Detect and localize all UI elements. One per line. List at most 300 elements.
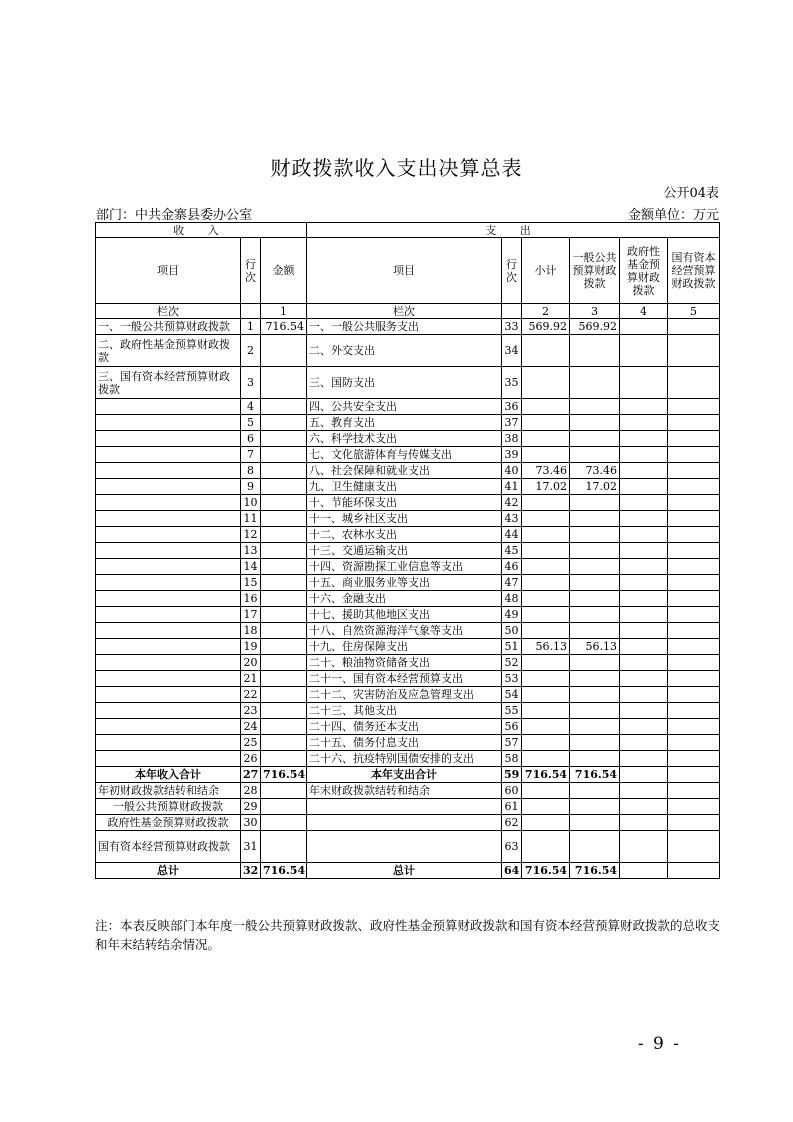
income-amount — [261, 607, 307, 623]
expense-item: 二十一、国有资本经营预算支出 — [307, 671, 502, 687]
subtotal-value — [522, 543, 570, 559]
row-number: 59 — [502, 767, 522, 783]
row-number: 47 — [502, 575, 522, 591]
table-row — [96, 527, 720, 543]
gov-fund-value — [620, 735, 668, 751]
expense-header: 支 出 — [307, 223, 720, 238]
table-number: 公开04表 — [663, 186, 719, 201]
department-label: 部门：中共金寨县委办公室 — [96, 208, 253, 223]
row-number: 64 — [502, 863, 522, 879]
empty-cell — [502, 304, 522, 319]
expense-item: 六、科学技术支出 — [307, 431, 502, 447]
expense-grand-total-label: 总计 — [307, 863, 502, 879]
gov-fund-value — [620, 559, 668, 575]
expense-item: 十六、金融支出 — [307, 591, 502, 607]
row-number: 44 — [502, 527, 522, 543]
state-capital-value — [668, 623, 720, 639]
general-budget-header: 一般公共预算财政拨款 — [570, 238, 620, 304]
row-number: 7 — [241, 447, 261, 463]
subtotal-value — [522, 735, 570, 751]
empty-cell — [620, 783, 668, 799]
row-number: 46 — [502, 559, 522, 575]
table-row — [96, 719, 720, 735]
column-number: 5 — [668, 304, 720, 319]
column-number: 2 — [522, 304, 570, 319]
row-number: 32 — [241, 863, 261, 879]
income-amount — [261, 687, 307, 703]
table-row — [96, 447, 720, 463]
empty-cell — [522, 799, 570, 815]
table-row — [96, 543, 720, 559]
expense-item: 七、文化旅游体育与传媒支出 — [307, 447, 502, 463]
row-number: 21 — [241, 671, 261, 687]
income-amount — [261, 495, 307, 511]
income-amount — [261, 543, 307, 559]
income-amount — [261, 671, 307, 687]
gov-fund-value — [620, 367, 668, 399]
carry-in-item: 政府性基金预算财政拨款 — [96, 815, 241, 831]
row-number: 58 — [502, 751, 522, 767]
gov-fund-value — [620, 591, 668, 607]
amount-unit-label: 金额单位：万元 — [627, 208, 719, 223]
empty-cell — [570, 831, 620, 863]
row-number: 26 — [241, 751, 261, 767]
income-amount — [261, 511, 307, 527]
expense-item: 八、社会保障和就业支出 — [307, 463, 502, 479]
income-item — [96, 687, 241, 703]
subtotal-value — [522, 575, 570, 591]
subtotal-value: 569.92 — [522, 319, 570, 335]
row-number: 18 — [241, 623, 261, 639]
empty-cell — [570, 783, 620, 799]
column-number: 4 — [620, 304, 668, 319]
empty-cell — [261, 799, 307, 815]
income-amount — [261, 479, 307, 495]
row-number: 20 — [241, 655, 261, 671]
income-amount — [261, 559, 307, 575]
empty-cell — [620, 831, 668, 863]
row-number: 16 — [241, 591, 261, 607]
row-number: 10 — [241, 495, 261, 511]
expense-item: 四、公共安全支出 — [307, 399, 502, 415]
table-row — [96, 559, 720, 575]
income-amount — [261, 447, 307, 463]
row-number: 48 — [502, 591, 522, 607]
year-total-row — [96, 767, 720, 783]
empty-cell — [261, 783, 307, 799]
expense-item: 二十二、灾害防治及应急管理支出 — [307, 687, 502, 703]
row-number: 45 — [502, 543, 522, 559]
empty-cell — [241, 304, 261, 319]
expense-item: 二、外交支出 — [307, 335, 502, 367]
state-capital-value — [668, 479, 720, 495]
income-grand-total-amount: 716.54 — [261, 863, 307, 879]
row-number: 57 — [502, 735, 522, 751]
gov-fund-value — [620, 671, 668, 687]
general-budget-value — [570, 335, 620, 367]
empty-cell — [570, 815, 620, 831]
empty-cell — [668, 783, 720, 799]
general-budget-value — [570, 623, 620, 639]
gov-fund-value — [620, 623, 668, 639]
income-item — [96, 671, 241, 687]
empty-cell — [620, 767, 668, 783]
expense-item: 十五、商业服务业等支出 — [307, 575, 502, 591]
income-amount — [261, 463, 307, 479]
row-number: 56 — [502, 719, 522, 735]
row-number: 24 — [241, 719, 261, 735]
state-capital-value — [668, 559, 720, 575]
state-capital-value — [668, 639, 720, 655]
gov-fund-value — [620, 687, 668, 703]
row-number: 49 — [502, 607, 522, 623]
table-row — [96, 703, 720, 719]
subtotal-value — [522, 671, 570, 687]
row-number: 50 — [502, 623, 522, 639]
expense-item: 九、卫生健康支出 — [307, 479, 502, 495]
expense-item: 二十四、债务还本支出 — [307, 719, 502, 735]
table-body — [96, 319, 720, 879]
table-row — [96, 671, 720, 687]
column-label: 栏次 — [307, 304, 502, 319]
income-item — [96, 479, 241, 495]
income-item — [96, 623, 241, 639]
state-capital-value — [668, 655, 720, 671]
gov-fund-value — [620, 527, 668, 543]
table-row — [96, 511, 720, 527]
expense-item: 十八、自然资源海洋气象等支出 — [307, 623, 502, 639]
row-number: 54 — [502, 687, 522, 703]
state-capital-value — [668, 335, 720, 367]
table-note: 注：本表反映部门本年度一般公共预算财政拨款、政府性基金预算财政拨款和国有资本经营预算财政拨款的总收支和年末结转结余情况。 — [95, 918, 721, 952]
gov-fund-value — [620, 751, 668, 767]
row-number: 5 — [241, 415, 261, 431]
general-budget-value — [570, 751, 620, 767]
row-number: 43 — [502, 511, 522, 527]
subtotal-value — [522, 367, 570, 399]
table-row — [96, 735, 720, 751]
carry-row — [96, 815, 720, 831]
subtotal-value — [522, 559, 570, 575]
gov-fund-value — [620, 319, 668, 335]
income-item-header: 项目 — [96, 238, 241, 304]
income-amount — [261, 575, 307, 591]
income-item — [96, 735, 241, 751]
income-item — [96, 543, 241, 559]
income-item — [96, 431, 241, 447]
general-budget-value — [570, 703, 620, 719]
state-capital-value — [668, 463, 720, 479]
carry-ex-item — [307, 799, 502, 815]
table-row — [96, 751, 720, 767]
table-row — [96, 367, 720, 399]
general-budget-value — [570, 591, 620, 607]
expense-total-label: 本年支出合计 — [307, 767, 502, 783]
income-amount — [261, 399, 307, 415]
gov-fund-value — [620, 399, 668, 415]
general-budget-value — [570, 399, 620, 415]
gov-fund-value — [620, 479, 668, 495]
subtotal-value — [522, 415, 570, 431]
state-capital-value — [668, 575, 720, 591]
row-number: 29 — [241, 799, 261, 815]
gov-fund-value — [620, 703, 668, 719]
income-amount — [261, 735, 307, 751]
income-item — [96, 415, 241, 431]
state-capital-value — [668, 735, 720, 751]
carry-row — [96, 831, 720, 863]
income-item — [96, 559, 241, 575]
row-number: 19 — [241, 639, 261, 655]
table-row — [96, 495, 720, 511]
state-capital-value — [668, 511, 720, 527]
empty-cell — [261, 831, 307, 863]
subtotal-value — [522, 591, 570, 607]
income-item — [96, 591, 241, 607]
gov-fund-value — [620, 447, 668, 463]
general-budget-value: 73.46 — [570, 463, 620, 479]
row-number: 13 — [241, 543, 261, 559]
row-number: 3 — [241, 367, 261, 399]
state-capital-value — [668, 447, 720, 463]
income-amount — [261, 639, 307, 655]
gov-fund-value — [620, 415, 668, 431]
general-budget-value — [570, 719, 620, 735]
state-capital-value — [668, 543, 720, 559]
income-item: 一、一般公共预算财政拨款 — [96, 319, 241, 335]
income-amount — [261, 431, 307, 447]
subtotal-value: 17.02 — [522, 479, 570, 495]
general-budget-value — [570, 655, 620, 671]
expense-item: 二十、粮油物资储备支出 — [307, 655, 502, 671]
income-item — [96, 399, 241, 415]
subtotal-value — [522, 399, 570, 415]
income-item — [96, 511, 241, 527]
state-capital-value — [668, 687, 720, 703]
income-item — [96, 607, 241, 623]
gov-fund-value — [620, 655, 668, 671]
row-number: 37 — [502, 415, 522, 431]
table-row — [96, 687, 720, 703]
general-budget-value: 56.13 — [570, 639, 620, 655]
gov-fund-value — [620, 335, 668, 367]
row-number: 12 — [241, 527, 261, 543]
table-row — [96, 431, 720, 447]
state-capital-value — [668, 415, 720, 431]
empty-cell — [570, 799, 620, 815]
general-budget-value — [570, 527, 620, 543]
table-row — [96, 319, 720, 335]
subtotal-value: 716.54 — [522, 767, 570, 783]
row-number: 34 — [502, 335, 522, 367]
state-capital-value — [668, 751, 720, 767]
expense-item: 十、节能环保支出 — [307, 495, 502, 511]
row-number: 14 — [241, 559, 261, 575]
row-number: 36 — [502, 399, 522, 415]
row-number: 1 — [241, 319, 261, 335]
general-budget-value — [570, 687, 620, 703]
income-item — [96, 639, 241, 655]
expense-item: 二十六、抗疫特别国债安排的支出 — [307, 751, 502, 767]
table-row — [96, 639, 720, 655]
state-capital-value — [668, 431, 720, 447]
empty-cell — [261, 815, 307, 831]
table-row — [96, 479, 720, 495]
table-row — [96, 591, 720, 607]
subtotal-value: 73.46 — [522, 463, 570, 479]
table-row — [96, 655, 720, 671]
income-amount — [261, 591, 307, 607]
income-amount — [261, 655, 307, 671]
empty-cell — [620, 799, 668, 815]
general-budget-value — [570, 415, 620, 431]
row-number: 27 — [241, 767, 261, 783]
state-capital-header: 国有资本经营预算财政拨款 — [668, 238, 720, 304]
table-row — [96, 463, 720, 479]
income-amount — [261, 751, 307, 767]
subtotal-value — [522, 511, 570, 527]
carry-in-item: 一般公共预算财政拨款 — [96, 799, 241, 815]
report-title: 财政拨款收入支出决算总表 — [270, 156, 523, 180]
income-item: 二、政府性基金预算财政拨款 — [96, 335, 241, 367]
subtotal-header: 小计 — [522, 238, 570, 304]
row-number: 55 — [502, 703, 522, 719]
subtotal-value — [522, 687, 570, 703]
gov-fund-value — [620, 639, 668, 655]
carry-ex-item — [307, 815, 502, 831]
general-budget-value: 569.92 — [570, 319, 620, 335]
income-amount — [261, 367, 307, 399]
income-total-amount: 716.54 — [261, 767, 307, 783]
income-item — [96, 495, 241, 511]
income-amount — [261, 335, 307, 367]
row-number: 2 — [241, 335, 261, 367]
carry-row — [96, 799, 720, 815]
state-capital-value — [668, 367, 720, 399]
row-number: 35 — [502, 367, 522, 399]
expense-item: 一、一般公共服务支出 — [307, 319, 502, 335]
general-budget-value: 17.02 — [570, 479, 620, 495]
row-number: 40 — [502, 463, 522, 479]
page-number: - 9 - — [637, 1034, 681, 1054]
empty-cell — [668, 815, 720, 831]
empty-cell — [522, 815, 570, 831]
income-item: 三、国有资本经营预算财政拨款 — [96, 367, 241, 399]
income-amount — [261, 623, 307, 639]
empty-cell — [668, 863, 720, 879]
general-budget-value — [570, 607, 620, 623]
row-number: 9 — [241, 479, 261, 495]
row-number: 6 — [241, 431, 261, 447]
state-capital-value — [668, 671, 720, 687]
income-item — [96, 527, 241, 543]
table-row — [96, 623, 720, 639]
income-item — [96, 447, 241, 463]
expense-item: 二十五、债务付息支出 — [307, 735, 502, 751]
row-number: 4 — [241, 399, 261, 415]
state-capital-value — [668, 399, 720, 415]
state-capital-value — [668, 591, 720, 607]
empty-cell — [620, 815, 668, 831]
subtotal-value — [522, 335, 570, 367]
expense-item: 二十三、其他支出 — [307, 703, 502, 719]
empty-cell — [522, 783, 570, 799]
general-budget-value: 716.54 — [570, 767, 620, 783]
table-row — [96, 399, 720, 415]
row-number: 61 — [502, 799, 522, 815]
subtotal-value — [522, 655, 570, 671]
general-budget-value — [570, 495, 620, 511]
row-number: 23 — [241, 703, 261, 719]
carry-ex-item: 年末财政拨款结转和结余 — [307, 783, 502, 799]
carry-in-item: 年初财政拨款结转和结余 — [96, 783, 241, 799]
state-capital-value — [668, 703, 720, 719]
income-amount-header: 金额 — [261, 238, 307, 304]
table-row — [96, 415, 720, 431]
row-number: 63 — [502, 831, 522, 863]
empty-cell — [522, 831, 570, 863]
expense-row-no-header: 行次 — [502, 238, 522, 304]
subtotal-value — [522, 623, 570, 639]
grand-total-row — [96, 863, 720, 879]
general-budget-value: 716.54 — [570, 863, 620, 879]
row-number: 39 — [502, 447, 522, 463]
gov-fund-header: 政府性基金预算财政拨款 — [620, 238, 668, 304]
gov-fund-value — [620, 575, 668, 591]
expense-item: 十三、交通运输支出 — [307, 543, 502, 559]
general-budget-value — [570, 511, 620, 527]
expense-item: 三、国防支出 — [307, 367, 502, 399]
income-row-no-header: 行次 — [241, 238, 261, 304]
income-item — [96, 575, 241, 591]
table-row — [96, 335, 720, 367]
income-header: 收 入 — [96, 223, 307, 238]
row-number: 28 — [241, 783, 261, 799]
expense-item: 十一、城乡社区支出 — [307, 511, 502, 527]
expense-item: 五、教育支出 — [307, 415, 502, 431]
income-total-label: 本年收入合计 — [96, 767, 241, 783]
subtotal-value — [522, 447, 570, 463]
row-number: 8 — [241, 463, 261, 479]
row-number: 22 — [241, 687, 261, 703]
carry-row — [96, 783, 720, 799]
subtotal-value: 716.54 — [522, 863, 570, 879]
general-budget-value — [570, 575, 620, 591]
subtotal-value — [522, 607, 570, 623]
column-number: 3 — [570, 304, 620, 319]
subtotal-value — [522, 751, 570, 767]
general-budget-value — [570, 735, 620, 751]
subtotal-value — [522, 703, 570, 719]
gov-fund-value — [620, 511, 668, 527]
column-number: 1 — [261, 304, 307, 319]
row-number: 42 — [502, 495, 522, 511]
general-budget-value — [570, 447, 620, 463]
state-capital-value — [668, 527, 720, 543]
gov-fund-value — [620, 543, 668, 559]
gov-fund-value — [620, 495, 668, 511]
row-number: 51 — [502, 639, 522, 655]
state-capital-value — [668, 719, 720, 735]
empty-cell — [668, 799, 720, 815]
general-budget-value — [570, 431, 620, 447]
expense-item: 十九、住房保障支出 — [307, 639, 502, 655]
row-number: 62 — [502, 815, 522, 831]
income-item — [96, 719, 241, 735]
gov-fund-value — [620, 719, 668, 735]
row-number: 30 — [241, 815, 261, 831]
row-number: 15 — [241, 575, 261, 591]
